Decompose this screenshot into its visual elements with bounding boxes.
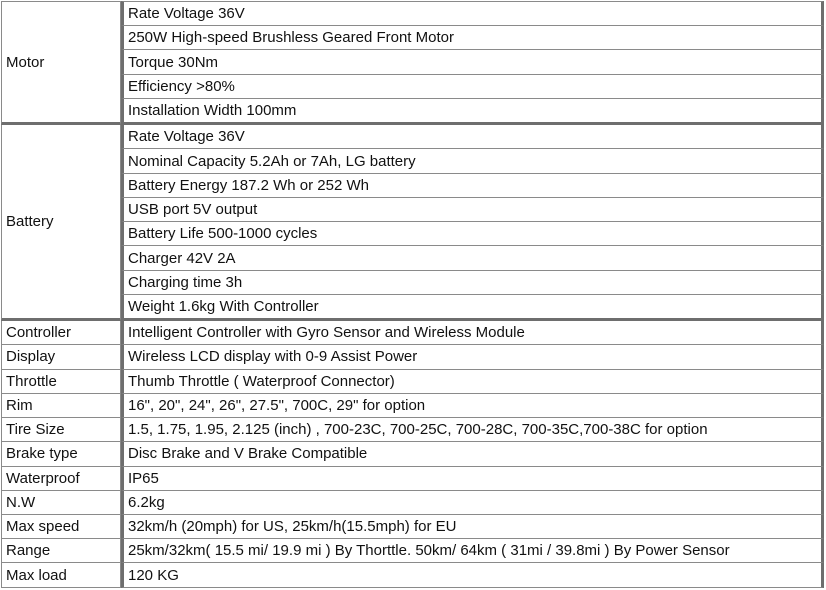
spec-label-waterproof: Waterproof xyxy=(1,467,121,491)
spec-label-tire-size: Tire Size xyxy=(1,418,121,442)
spec-row-battery xyxy=(1,149,824,173)
spec-label-max-load: Max load xyxy=(1,563,121,588)
spec-label-n-w: N.W xyxy=(1,491,121,515)
spec-label-rim: Rim xyxy=(1,394,121,418)
spec-label-display: Display xyxy=(1,345,121,369)
spec-row-brake-type xyxy=(1,442,824,466)
spec-value-rim: 16", 20", 24", 26", 27.5", 700C, 29" for option xyxy=(121,394,824,418)
spec-value-battery: Battery Energy 187.2 Wh or 252 Wh xyxy=(121,174,824,198)
spec-row-tire-size xyxy=(1,418,824,442)
spec-row-motor xyxy=(1,75,824,99)
spec-value-display: Wireless LCD display with 0-9 Assist Power xyxy=(121,345,824,369)
spec-row-battery xyxy=(1,198,824,222)
spec-label-throttle: Throttle xyxy=(1,370,121,394)
spec-row-battery xyxy=(1,295,824,321)
spec-value-controller: Intelligent Controller with Gyro Sensor and Wireless Module xyxy=(121,321,824,345)
spec-row-motor xyxy=(1,50,824,74)
spec-table xyxy=(1,1,824,588)
spec-value-max-load: 120 KG xyxy=(121,563,824,588)
spec-row-waterproof xyxy=(1,467,824,491)
spec-value-motor: Efficiency >80% xyxy=(121,75,824,99)
spec-value-tire-size: 1.5, 1.75, 1.95, 2.125 (inch) , 700-23C, 700-25C, 700-28C, 700-35C,700-38C for option xyxy=(121,418,824,442)
spec-row-battery xyxy=(1,222,824,246)
spec-row-throttle xyxy=(1,370,824,394)
spec-row-n-w xyxy=(1,491,824,515)
spec-table-body xyxy=(1,1,824,588)
spec-label-controller: Controller xyxy=(1,321,121,345)
spec-label-range: Range xyxy=(1,539,121,563)
group-label-motor: Motor xyxy=(1,1,121,125)
spec-value-brake-type: Disc Brake and V Brake Compatible xyxy=(121,442,824,466)
spec-label-max-speed: Max speed xyxy=(1,515,121,539)
spec-value-range: 25km/32km( 15.5 mi/ 19.9 mi ) By Thorttle. 50km/ 64km ( 31mi / 39.8mi ) By Power Sensor xyxy=(121,539,824,563)
spec-row-rim xyxy=(1,394,824,418)
spec-row-controller xyxy=(1,321,824,345)
spec-row-battery xyxy=(1,125,824,149)
spec-row-max-speed xyxy=(1,515,824,539)
spec-value-motor: Rate Voltage 36V xyxy=(121,1,824,26)
spec-value-n-w: 6.2kg xyxy=(121,491,824,515)
spec-row-range xyxy=(1,539,824,563)
spec-value-battery: Weight 1.6kg With Controller xyxy=(121,295,824,321)
spec-row-motor xyxy=(1,99,824,125)
spec-value-battery: Charging time 3h xyxy=(121,271,824,295)
spec-value-battery: Nominal Capacity 5.2Ah or 7Ah, LG battery xyxy=(121,149,824,173)
spec-value-waterproof: IP65 xyxy=(121,467,824,491)
spec-row-max-load xyxy=(1,563,824,588)
spec-value-battery: Battery Life 500-1000 cycles xyxy=(121,222,824,246)
spec-row-battery xyxy=(1,174,824,198)
spec-value-battery: Rate Voltage 36V xyxy=(121,125,824,149)
spec-label-brake-type: Brake type xyxy=(1,442,121,466)
spec-value-battery: USB port 5V output xyxy=(121,198,824,222)
spec-value-motor: Installation Width 100mm xyxy=(121,99,824,125)
spec-row-motor xyxy=(1,1,824,26)
spec-row-battery xyxy=(1,271,824,295)
spec-row-motor xyxy=(1,26,824,50)
spec-row-display xyxy=(1,345,824,369)
spec-value-throttle: Thumb Throttle ( Waterproof Connector) xyxy=(121,370,824,394)
spec-value-motor: 250W High-speed Brushless Geared Front Motor xyxy=(121,26,824,50)
spec-value-battery: Charger 42V 2A xyxy=(121,246,824,270)
spec-value-max-speed: 32km/h (20mph) for US, 25km/h(15.5mph) for EU xyxy=(121,515,824,539)
spec-value-motor: Torque 30Nm xyxy=(121,50,824,74)
group-label-battery: Battery xyxy=(1,125,121,321)
spec-row-battery xyxy=(1,246,824,270)
